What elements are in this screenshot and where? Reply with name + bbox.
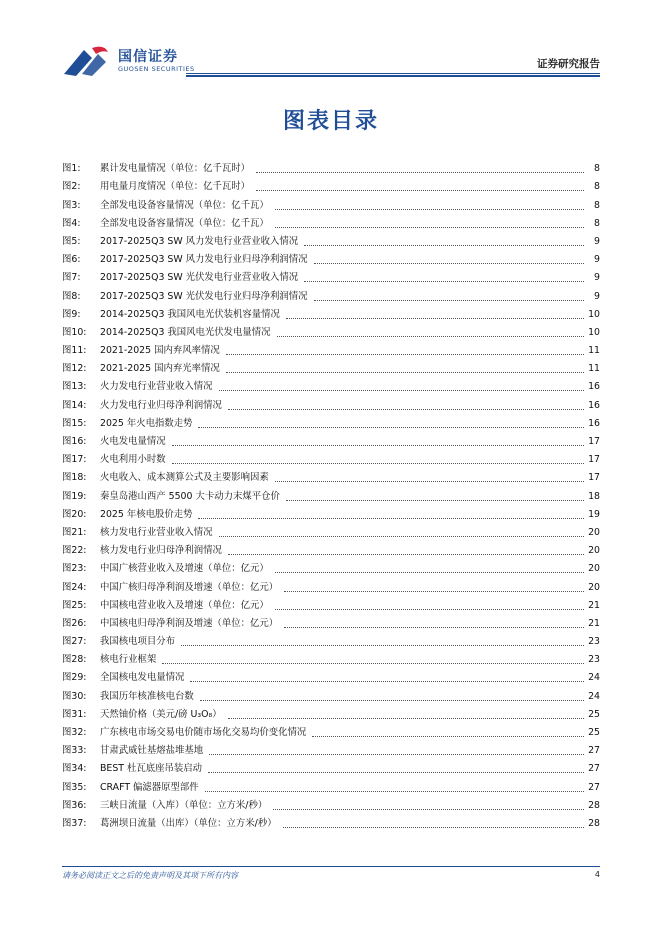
toc-page-number: 27 xyxy=(588,763,600,775)
toc-dot-leader xyxy=(172,462,584,464)
toc-page-number: 20 xyxy=(588,581,600,593)
toc-dot-leader xyxy=(205,790,584,792)
toc-page-number: 25 xyxy=(588,727,600,738)
toc-entry[interactable] xyxy=(62,321,600,339)
toc-entry[interactable] xyxy=(62,484,600,502)
toc-dot-leader xyxy=(219,389,584,391)
toc-page-number: 8 xyxy=(594,181,600,193)
toc-page-number: 20 xyxy=(588,545,600,557)
toc-page-number: 8 xyxy=(594,199,600,211)
toc-page-number: 20 xyxy=(588,526,600,538)
toc-entry[interactable] xyxy=(62,193,600,211)
toc-figure-number: 图1: xyxy=(62,163,81,175)
toc-figure-title: 2021-2025 国内弃风率情况 xyxy=(100,345,220,357)
toc-figure-number: 图12: xyxy=(62,363,87,375)
header-divider-thick xyxy=(186,75,600,77)
toc-page-number: 28 xyxy=(588,817,600,829)
toc-entry[interactable] xyxy=(62,175,600,193)
toc-figure-title: 天然铀价格（美元/磅 U₃O₈） xyxy=(100,708,222,720)
toc-entry[interactable] xyxy=(62,212,600,230)
toc-dot-leader xyxy=(256,189,584,191)
toc-dot-leader xyxy=(190,680,584,682)
toc-dot-leader xyxy=(275,571,584,573)
toc-figure-number: 图13: xyxy=(62,381,87,393)
toc-page-number: 9 xyxy=(594,254,600,266)
toc-entry[interactable] xyxy=(62,757,600,775)
toc-page-number: 19 xyxy=(588,508,600,520)
report-type-label: 证券研究报告 xyxy=(537,58,600,70)
toc-page-number: 11 xyxy=(588,345,600,357)
toc-entry[interactable] xyxy=(62,357,600,375)
toc-page-number: 28 xyxy=(588,799,600,811)
toc-dot-leader xyxy=(256,171,584,173)
toc-figure-title: 我国历年核准核电台数 xyxy=(100,690,194,702)
toc-dot-leader xyxy=(283,826,584,828)
toc-entry[interactable] xyxy=(62,393,600,411)
toc-figure-number: 图3: xyxy=(62,199,81,211)
toc-entry[interactable] xyxy=(62,575,600,593)
toc-page-number: 21 xyxy=(588,617,600,629)
toc-entry[interactable] xyxy=(62,157,600,175)
toc-page-number: 27 xyxy=(588,781,600,793)
toc-figure-title: 核电行业框架 xyxy=(100,654,157,666)
toc-dot-leader xyxy=(226,371,584,373)
toc-dot-leader xyxy=(228,717,584,719)
toc-figure-title: 广东核电市场交易电价随市场化交易均价变化情况 xyxy=(100,727,307,738)
toc-dot-leader xyxy=(304,244,584,246)
toc-figure-number: 图34: xyxy=(62,763,87,775)
toc-page-number: 23 xyxy=(588,636,600,648)
toc-figure-number: 图29: xyxy=(62,672,87,684)
toc-figure-title: 中国核电归母净利润及增速（单位：亿元） xyxy=(100,617,279,629)
toc-figure-number: 图17: xyxy=(62,454,87,466)
page-title: 图表目录 xyxy=(282,109,379,134)
toc-figure-title: 2025 年核电股价走势 xyxy=(100,508,193,520)
toc-figure-number: 图19: xyxy=(62,490,87,502)
toc-page-number: 16 xyxy=(588,399,600,411)
toc-figure-number: 图37: xyxy=(62,817,87,829)
toc-entry[interactable] xyxy=(62,339,600,357)
toc-dot-leader xyxy=(275,608,584,610)
toc-figure-title: 中国广核营业收入及增速（单位：亿元） xyxy=(100,563,269,575)
toc-page-number: 27 xyxy=(588,745,600,757)
toc-figure-number: 图27: xyxy=(62,636,87,648)
toc-entry[interactable] xyxy=(62,284,600,302)
toc-dot-leader xyxy=(275,208,584,210)
toc-figure-number: 图35: xyxy=(62,781,87,793)
toc-figure-number: 图33: xyxy=(62,745,87,757)
logo-chinese-name: 国信证券 xyxy=(118,49,178,65)
toc-figure-title: 火电利用小时数 xyxy=(100,454,166,466)
toc-figure-title: 核力发电行业归母净利润情况 xyxy=(100,545,222,557)
toc-figure-title: 中国核电营业收入及增速（单位：亿元） xyxy=(100,599,269,611)
figure-table-of-contents xyxy=(62,157,600,830)
toc-figure-number: 图21: xyxy=(62,526,87,538)
toc-entry[interactable] xyxy=(62,466,600,484)
toc-page-number: 25 xyxy=(588,708,600,720)
toc-page-number: 11 xyxy=(588,363,600,375)
toc-entry[interactable] xyxy=(62,375,600,393)
toc-entry[interactable] xyxy=(62,812,600,830)
toc-dot-leader xyxy=(208,771,584,773)
toc-dot-leader xyxy=(228,553,584,555)
toc-page-number: 24 xyxy=(588,690,600,702)
toc-dot-leader xyxy=(286,317,584,319)
toc-page-number: 17 xyxy=(588,472,600,484)
toc-dot-leader xyxy=(275,226,584,228)
toc-page-number: 16 xyxy=(588,381,600,393)
toc-figure-number: 图2: xyxy=(62,181,81,193)
toc-figure-number: 图15: xyxy=(62,417,87,429)
toc-dot-leader xyxy=(284,626,584,628)
toc-figure-number: 图26: xyxy=(62,617,87,629)
toc-dot-leader xyxy=(286,499,584,501)
toc-figure-title: 全部发电设备容量情况（单位：亿千瓦） xyxy=(100,217,269,229)
toc-dot-leader xyxy=(226,353,584,355)
toc-figure-title: 2021-2025 国内弃光率情况 xyxy=(100,363,220,375)
toc-page-number: 9 xyxy=(594,272,600,284)
toc-figure-title: 火力发电行业归母净利润情况 xyxy=(100,399,222,411)
toc-entry[interactable] xyxy=(62,775,600,793)
header-divider xyxy=(186,73,600,74)
toc-page-number: 18 xyxy=(588,490,600,502)
toc-figure-number: 图24: xyxy=(62,581,87,593)
toc-dot-leader xyxy=(181,644,584,646)
footer-divider xyxy=(62,866,600,867)
toc-figure-title: 葛洲坝日流量（出库）（单位：立方米/秒） xyxy=(100,817,277,829)
toc-figure-title: 全国核电发电量情况 xyxy=(100,672,185,684)
toc-entry[interactable] xyxy=(62,648,600,666)
toc-figure-title: 2017-2025Q3 SW 光伏发电行业归母净利润情况 xyxy=(100,290,308,302)
toc-figure-title: 三峡日流量（入库）（单位：立方米/秒） xyxy=(100,799,268,811)
toc-dot-leader xyxy=(162,662,584,664)
toc-figure-title: 2014-2025Q3 我国风电光伏装机容量情况 xyxy=(100,308,280,320)
toc-entry[interactable] xyxy=(62,430,600,448)
footer-page-number: 4 xyxy=(594,870,600,879)
toc-figure-number: 图22: xyxy=(62,545,87,557)
toc-page-number: 17 xyxy=(588,436,600,447)
toc-entry[interactable] xyxy=(62,557,600,575)
toc-page-number: 24 xyxy=(588,672,600,684)
toc-entry[interactable] xyxy=(62,703,600,721)
toc-entry[interactable] xyxy=(62,594,600,612)
toc-figure-title: 用电量月度情况（单位：亿千瓦时） xyxy=(100,181,251,193)
toc-figure-number: 图32: xyxy=(62,727,87,738)
toc-figure-title: 火电收入、成本测算公式及主要影响因素 xyxy=(100,472,269,484)
logo-english-name: GUOSEN SECURITIES xyxy=(118,65,195,73)
toc-figure-number: 图28: xyxy=(62,654,87,666)
page-header xyxy=(0,0,662,80)
toc-entry[interactable] xyxy=(62,412,600,430)
toc-entry[interactable] xyxy=(62,630,600,648)
toc-figure-title: CRAFT 偏滤器原型部件 xyxy=(100,781,199,793)
toc-figure-number: 图6: xyxy=(62,254,81,266)
toc-figure-title: 全部发电设备容量情况（单位：亿千瓦） xyxy=(100,199,269,211)
toc-dot-leader xyxy=(200,699,584,701)
toc-entry[interactable] xyxy=(62,684,600,702)
toc-page-number: 17 xyxy=(588,454,600,466)
toc-figure-number: 图23: xyxy=(62,563,87,575)
toc-figure-title: 核力发电行业营业收入情况 xyxy=(100,526,213,538)
toc-figure-title: 累计发电量情况（单位：亿千瓦时） xyxy=(100,163,251,175)
toc-entry[interactable] xyxy=(62,248,600,266)
toc-figure-title: 火电发电量情况 xyxy=(100,436,166,447)
toc-figure-title: 2014-2025Q3 我国风电光伏发电量情况 xyxy=(100,326,271,338)
toc-figure-number: 图10: xyxy=(62,326,87,338)
toc-dot-leader xyxy=(312,735,584,737)
toc-page-number: 10 xyxy=(588,326,600,338)
toc-figure-title: 2017-2025Q3 SW 风力发电行业营业收入情况 xyxy=(100,235,299,247)
toc-figure-title: 2017-2025Q3 SW 风力发电行业归母净利润情况 xyxy=(100,254,308,266)
toc-entry[interactable] xyxy=(62,666,600,684)
toc-figure-number: 图20: xyxy=(62,508,87,520)
toc-figure-number: 图9: xyxy=(62,308,81,320)
toc-page-number: 8 xyxy=(594,217,600,229)
toc-dot-leader xyxy=(209,753,584,755)
toc-dot-leader xyxy=(314,262,584,264)
toc-figure-number: 图36: xyxy=(62,799,87,811)
toc-page-number: 8 xyxy=(594,163,600,175)
toc-entry[interactable] xyxy=(62,721,600,739)
toc-entry[interactable] xyxy=(62,448,600,466)
toc-dot-leader xyxy=(219,535,584,537)
toc-page-number: 9 xyxy=(594,290,600,302)
footer-disclaimer: 请务必阅读正文之后的免责声明及其项下所有内容 xyxy=(62,871,238,880)
toc-page-number: 23 xyxy=(588,654,600,666)
toc-figure-title: 火力发电行业营业收入情况 xyxy=(100,381,213,393)
toc-figure-title: BEST 杜瓦底座吊装启动 xyxy=(100,763,203,775)
toc-dot-leader xyxy=(275,480,584,482)
toc-page-number: 9 xyxy=(594,235,600,247)
toc-dot-leader xyxy=(172,444,584,446)
toc-dot-leader xyxy=(228,408,584,410)
toc-figure-number: 图4: xyxy=(62,217,81,229)
toc-figure-title: 我国核电项目分布 xyxy=(100,636,176,648)
toc-dot-leader xyxy=(284,590,584,592)
toc-figure-number: 图8: xyxy=(62,290,81,302)
toc-entry[interactable] xyxy=(62,612,600,630)
toc-page-number: 16 xyxy=(588,417,600,429)
toc-figure-title: 2017-2025Q3 SW 光伏发电行业营业收入情况 xyxy=(100,272,299,284)
company-logo xyxy=(62,44,202,78)
toc-dot-leader xyxy=(304,280,584,282)
toc-figure-number: 图11: xyxy=(62,345,87,357)
toc-page-number: 10 xyxy=(588,308,600,320)
toc-figure-title: 秦皇岛港山西产 5500 大卡动力末煤平仓价 xyxy=(100,490,280,502)
toc-entry[interactable] xyxy=(62,303,600,321)
toc-figure-number: 图18: xyxy=(62,472,87,484)
toc-figure-number: 图31: xyxy=(62,708,87,720)
toc-entry[interactable] xyxy=(62,739,600,757)
toc-dot-leader xyxy=(198,517,584,519)
toc-dot-leader xyxy=(314,299,584,301)
toc-entry[interactable] xyxy=(62,539,600,557)
toc-entry[interactable] xyxy=(62,794,600,812)
toc-dot-leader xyxy=(198,426,584,428)
toc-dot-leader xyxy=(273,808,584,810)
toc-page-number: 20 xyxy=(588,563,600,575)
toc-figure-number: 图30: xyxy=(62,690,87,702)
toc-figure-title: 甘肃武威钍基熔盐堆基地 xyxy=(100,745,204,757)
toc-entry[interactable] xyxy=(62,266,600,284)
toc-entry[interactable] xyxy=(62,230,600,248)
toc-figure-title: 2025 年火电指数走势 xyxy=(100,417,193,429)
toc-figure-number: 图14: xyxy=(62,399,87,411)
toc-figure-number: 图7: xyxy=(62,272,81,284)
toc-entry[interactable] xyxy=(62,521,600,539)
toc-figure-number: 图16: xyxy=(62,436,87,447)
guosen-logo-icon xyxy=(62,44,112,78)
toc-figure-number: 图5: xyxy=(62,235,81,247)
toc-figure-title: 中国广核归母净利润及增速（单位：亿元） xyxy=(100,581,279,593)
toc-entry[interactable] xyxy=(62,503,600,521)
toc-dot-leader xyxy=(277,335,584,337)
toc-figure-number: 图25: xyxy=(62,599,87,611)
toc-page-number: 21 xyxy=(588,599,600,611)
